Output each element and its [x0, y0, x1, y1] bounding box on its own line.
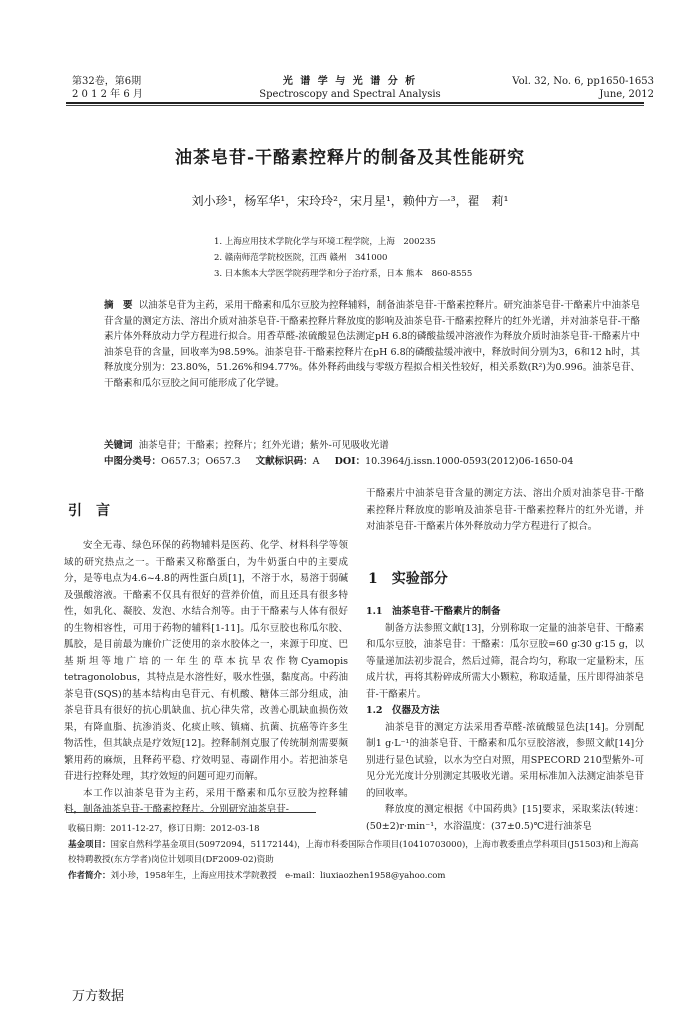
- abstract-text: 以油茶皂苷为主药，采用干酪素和瓜尔豆胶为控释辅料，制备油茶皂苷-干酪素控释片。研究油茶皂苷-干酪素片中油茶皂苷含量的测定方法、溶出介质对油茶皂苷-干酪素控释片释放度的影响及油茶皂苷-干酪素控释片的红外光谱，并对油茶皂苷-干酪素片体外释放动力学方程进行拟合。用香草醛-浓硫酸显色法测定pH 6.8的磷酸盐缓冲溶液作为释放介质时油茶皂苷-干酪素片中油茶皂苷的含量，回收率为98.59%。油茶皂苷-干酪素控释片在pH 6.8的磷酸盐缓冲液中，释放时间分别为3，6和12 h时，其释放度分别为：23.80%，51.26%和94.77%。体外释药曲线与零级方程拟合相关性较好，相关系数(R²)为0.996。油茶皂苷、干酪素和瓜尔豆胶之间可能形成了化学键。: [104, 300, 640, 389]
- affiliations: [214, 234, 472, 282]
- subsection-1-1: 1.1 油茶皂苷-干酪素片的制备: [366, 606, 501, 617]
- header-rule-thin: [66, 105, 644, 106]
- right-column: [366, 486, 644, 536]
- header-rule: [66, 102, 644, 104]
- affiliation-3: 3. 日本熊本大学医学院药理学和分子治疗系，日本 熊本 860-8555: [214, 269, 473, 279]
- author-bio-label: 作者简介：: [68, 870, 111, 881]
- received-date: 收稿日期：2011-12-27，修订日期：2012-03-18: [68, 824, 260, 834]
- doc-code-value: A: [312, 456, 320, 467]
- journal-name-en: Spectroscopy and Spectral Analysis: [259, 89, 441, 100]
- volume-issue: 第32卷，第6期: [72, 76, 142, 87]
- subsection-1-2-text: 油茶皂苷的测定方法采用香草醛-浓硫酸显色法[14]。分别配制1 g·L⁻¹的油茶皂苷、干酪素和瓜尔豆胶溶液，参照文献[14]分别进行显色试验，以水为空白对照，用SPECORD 210型紫外-可见分光光度计分别测定其吸收光谱。采用标准加入法测定油茶皂苷的回收率。: [366, 721, 644, 799]
- experimental-heading: 1 实验部分: [368, 571, 448, 587]
- abstract-label: 摘 要: [104, 300, 133, 311]
- doi-value: 10.3964/j.issn.1000-0593(2012)06-1650-04: [365, 456, 574, 467]
- keywords-block: [104, 438, 640, 470]
- footnote-rule: [66, 812, 316, 813]
- keywords-text: 油茶皂苷；干酪素；控释片；红外光谱；紫外-可见吸收光谱: [138, 440, 389, 451]
- affiliation-1: 1. 上海应用技术学院化学与环境工程学院，上海 200235: [214, 237, 436, 247]
- clc-value: O657.3；O657.3: [161, 456, 241, 467]
- paper-title: 油茶皂苷-干酪素控释片的制备及其性能研究: [174, 148, 526, 168]
- doi-label: DOI：: [334, 456, 366, 467]
- year-month: 2 0 1 2 年 6 月: [72, 89, 143, 100]
- intro-paragraph-1: 安全无毒、绿色环保的药物辅料是医药、化学、材料科学等领域的研究热点之一。干酪素又称酪蛋白，为牛奶蛋白中的主要成分，是等电点为4.6~4.8的两性蛋白质[1]，不溶于水，易溶于弱碱及强酸溶液。干酪素不仅具有很好的营养价值，而且还具有很多特性，如乳化、凝胶、发泡、水结合剂等。由于干酪素与人体有很好的生物相容性，可用于药物的辅料[1-11]。瓜尔豆胶也称瓜尔胶、胍胶，是目前最为廉价广泛使用的亲水胶体之一，来源于印度、巴基斯坦等地广培的一年生的草本抗旱农作物Cyamopis tetragonolobus，其特点是水溶性好，吸水性强，黏度高。中药油茶皂苷(SQS)的基本结构由皂苷元、有机酸、糖体三部分组成，油茶皂苷具有很好的抗心肌缺血、抗心律失常，改善心肌缺血损伤效果，有降血脂、抗渗消炎、化痰止咳、镇痛、抗菌、抗癌等许多生物活性，但其缺点是疗效短[12]。控释制剂克服了传统制剂需要频繁用药的麻烦，且释药平稳、疗效明显、毒副作用小。若把油茶皂苷进行控释处理，其疗效短的问题可迎刃而解。: [64, 540, 348, 782]
- keywords-label: 关键词: [104, 440, 133, 451]
- intro-paragraph-2: 本工作以油茶皂苷为主药，采用干酪素和瓜尔豆胶为控释辅料，制备油茶皂苷-干酪素控释片。分别研究油茶皂苷-: [64, 787, 348, 815]
- subsection-1-2: 1.2 仪器及方法: [366, 705, 440, 716]
- author-list: 刘小珍¹，杨军华¹，宋玲玲²，宋月星¹，赖仲方一³，翟 莉¹: [191, 194, 509, 208]
- journal-pages: [512, 75, 654, 101]
- abstract: [104, 298, 640, 391]
- vol-pages: Vol. 32, No. 6, pp1650-1653: [512, 76, 654, 87]
- left-column: [64, 538, 348, 819]
- pub-date: June, 2012: [599, 89, 654, 100]
- footnotes: [68, 822, 644, 884]
- author-bio-text: 刘小珍，1958年生，上海应用技术学院教授 e-mail：liuxiaozhen1958@yahoo.com: [110, 870, 446, 881]
- journal-name-cn: 光 谱 学 与 光 谱 分 析: [282, 76, 418, 87]
- affiliation-2: 2. 赣南师范学院校医院，江西 赣州 341000: [214, 253, 388, 263]
- intro-heading: 引 言: [68, 503, 110, 519]
- experimental-body: [366, 604, 644, 835]
- subsection-1-1-text: 制备方法参照文献[13]，分别称取一定量的油茶皂苷、干酪素和瓜尔豆胶，油茶皂苷：干酪素：瓜尔豆胶=60 g∶30 g∶15 g，以等量递加法初步混合，然后过筛，混合均匀，称取一定量粉末，压成片状，再将其粉碎成所需大小颗粒，称取适量，压片即得油茶皂苷-干酪素片。: [366, 622, 644, 700]
- watermark-text: 万方数据: [72, 989, 125, 1004]
- subsection-1-2-text2: 释放度的测定根据《中国药典》[15]要求，采取桨法(转速：(50±2)r·min⁻¹，水浴温度：(37±0.5)℃进行油茶皂: [366, 804, 644, 832]
- fund-text: 国家自然科学基金项目(50972094，51172144)，上海市科委国际合作项目(10410703000)，上海市教委重点学科项目(J51503)和上海高校特聘教授(东方学者)岗位计划项目(DF2009-02)资助: [68, 839, 639, 865]
- intro-paragraph-2-cont: 干酪素片中油茶皂苷含量的测定方法、溶出介质对油茶皂苷-干酪素控释片释放度的影响及油茶皂苷-干酪素控释片的红外光谱，并对油茶皂苷-干酪素片体外释放动力学方程进行了拟合。: [366, 488, 644, 532]
- clc-label: 中图分类号：: [104, 456, 162, 467]
- fund-label: 基金项目：: [68, 839, 111, 850]
- doc-code-label: 文献标识码：: [255, 456, 313, 467]
